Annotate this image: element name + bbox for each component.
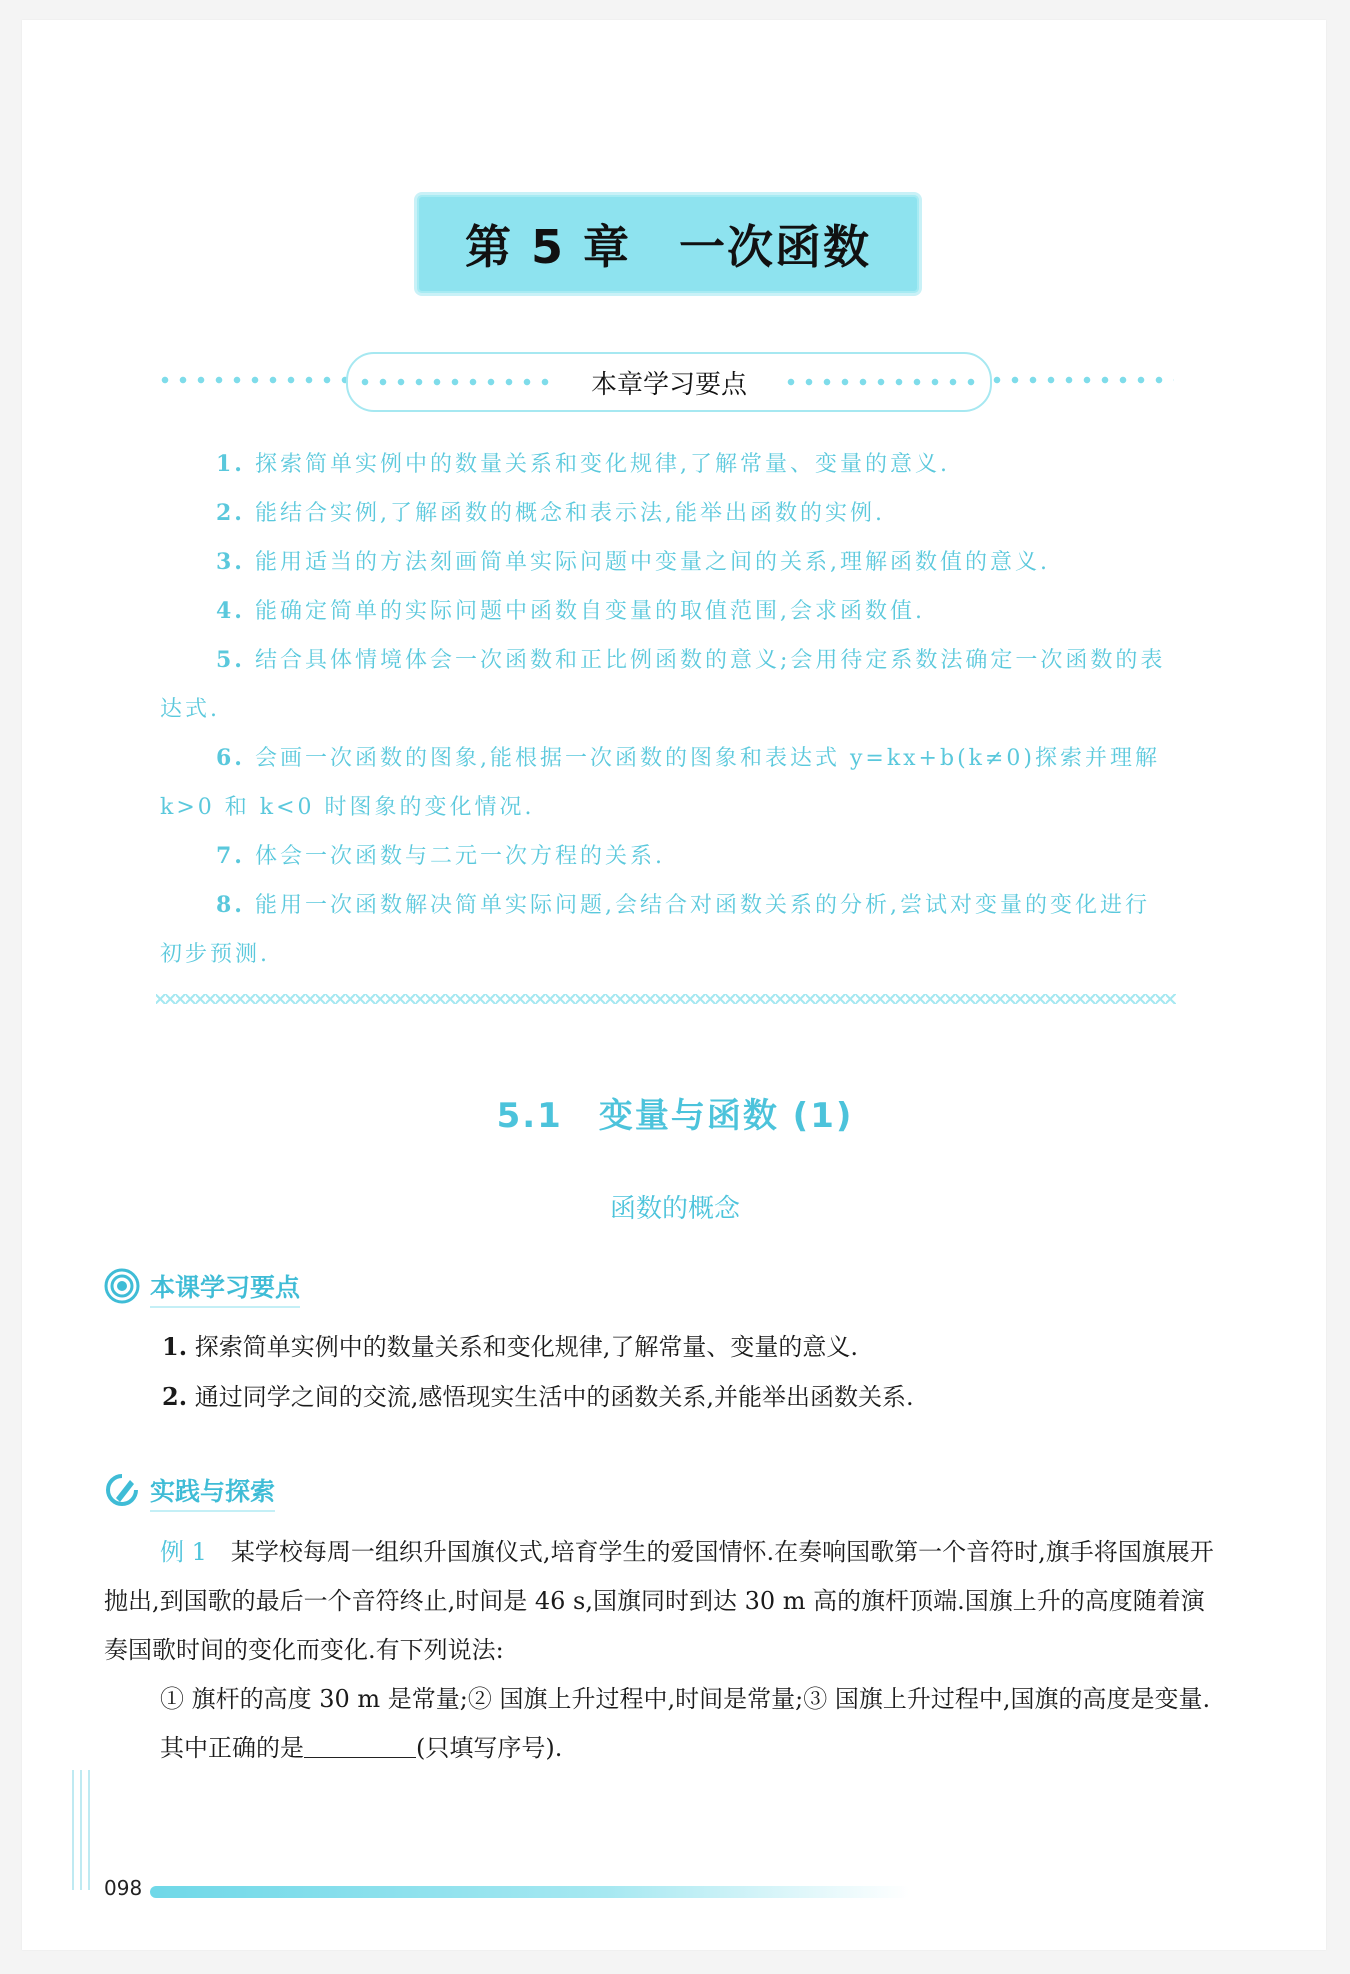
practice-heading: 实践与探索 xyxy=(150,1472,275,1512)
lesson-points-list xyxy=(162,1322,1212,1422)
dotted-divider-inner-left xyxy=(356,376,556,388)
chapter-points-heading-pill xyxy=(346,352,992,412)
point-text: 能结合实例,了解函数的概念和表示法,能举出函数的实例. xyxy=(254,501,885,526)
example-text: 某学校每周一组织升国旗仪式,培育学生的爱国情怀.在奏响国歌第一个音符时,旗手将国旗展开抛出,到国歌的最后一个音符终止,时间是 46 s,国旗同时到达 30 m 高的旗杆顶端.国旗上升的高度随着演奏国歌时间的变化而变化.有下列说法: xyxy=(104,1538,1214,1664)
target-icon xyxy=(104,1268,140,1308)
question-prefix: 其中正确的是 xyxy=(160,1734,304,1762)
point-text: 探索简单实例中的数量关系和变化规律,了解常量、变量的意义. xyxy=(254,452,950,477)
chapter-points-list xyxy=(160,440,1170,979)
example-paragraph xyxy=(104,1528,1226,1675)
point-text: 探索简单实例中的数量关系和变化规律,了解常量、变量的意义. xyxy=(194,1333,858,1361)
chapter-title-box xyxy=(414,192,922,296)
chapter-point xyxy=(160,734,1170,832)
point-number: 2. xyxy=(216,500,245,526)
wavy-divider xyxy=(156,994,1176,1004)
footer-bar xyxy=(150,1886,910,1898)
chapter-point xyxy=(160,636,1170,734)
answer-blank[interactable] xyxy=(304,1731,416,1758)
point-number: 8. xyxy=(216,892,245,918)
example-statements: ① 旗杆的高度 30 m 是常量;② 国旗上升过程中,时间是常量;③ 国旗上升过程中,国旗的高度是变量. xyxy=(160,1685,1211,1713)
practice-heading-row xyxy=(104,1472,275,1512)
point-text: 能用一次函数解决简单实际问题,会结合对函数关系的分析,尝试对变量的变化进行初步预测. xyxy=(160,893,1150,967)
dotted-divider-right xyxy=(988,374,1174,386)
point-text: 通过同学之间的交流,感悟现实生活中的函数关系,并能举出函数关系. xyxy=(194,1383,914,1411)
point-text: 能用适当的方法刻画简单实际问题中变量之间的关系,理解函数值的意义. xyxy=(254,550,1050,575)
section-title: 5.1 变量与函数 (1) xyxy=(496,1096,854,1136)
chapter-point xyxy=(160,881,1170,979)
margin-decoration xyxy=(72,1770,92,1890)
pencil-circle-icon xyxy=(104,1472,140,1512)
chapter-point xyxy=(160,832,1170,881)
dotted-divider-inner-right xyxy=(782,376,982,388)
example-question xyxy=(104,1724,1226,1773)
question-suffix: (只填写序号). xyxy=(416,1734,563,1762)
point-number: 5. xyxy=(216,647,245,673)
point-text: 能确定简单的实际问题中函数自变量的取值范围,会求函数值. xyxy=(254,599,925,624)
point-number: 3. xyxy=(216,549,245,575)
point-number: 7. xyxy=(216,843,245,869)
chapter-point xyxy=(160,489,1170,538)
page-number: 098 xyxy=(104,1876,143,1900)
chapter-point xyxy=(160,587,1170,636)
chapter-title: 第 5 章 一次函数 xyxy=(464,220,872,274)
example-block xyxy=(104,1528,1226,1773)
chapter-points-heading: 本章学习要点 xyxy=(581,364,757,401)
point-text: 会画一次函数的图象,能根据一次函数的图象和表达式 y=kx+b(k≠0)探索并理解 k>0 和 k<0 时图象的变化情况. xyxy=(160,746,1161,820)
section-subtitle: 函数的概念 xyxy=(609,1194,740,1224)
chapter-point xyxy=(160,440,1170,489)
lesson-point xyxy=(162,1322,1212,1372)
lesson-points-heading-row xyxy=(104,1268,300,1308)
chapter-point xyxy=(160,538,1170,587)
point-number: 2. xyxy=(162,1382,188,1411)
dotted-divider-left xyxy=(156,374,348,386)
point-text: 结合具体情境体会一次函数和正比例函数的意义;会用待定系数法确定一次函数的表达式. xyxy=(160,648,1166,722)
point-number: 6. xyxy=(216,745,245,771)
point-number: 1. xyxy=(216,451,245,477)
example-label: 例 1 xyxy=(160,1538,207,1566)
point-text: 体会一次函数与二元一次方程的关系. xyxy=(254,844,665,869)
point-number: 1. xyxy=(162,1332,188,1361)
point-number: 4. xyxy=(216,598,245,624)
lesson-points-heading: 本课学习要点 xyxy=(150,1268,300,1308)
lesson-point xyxy=(162,1372,1212,1422)
